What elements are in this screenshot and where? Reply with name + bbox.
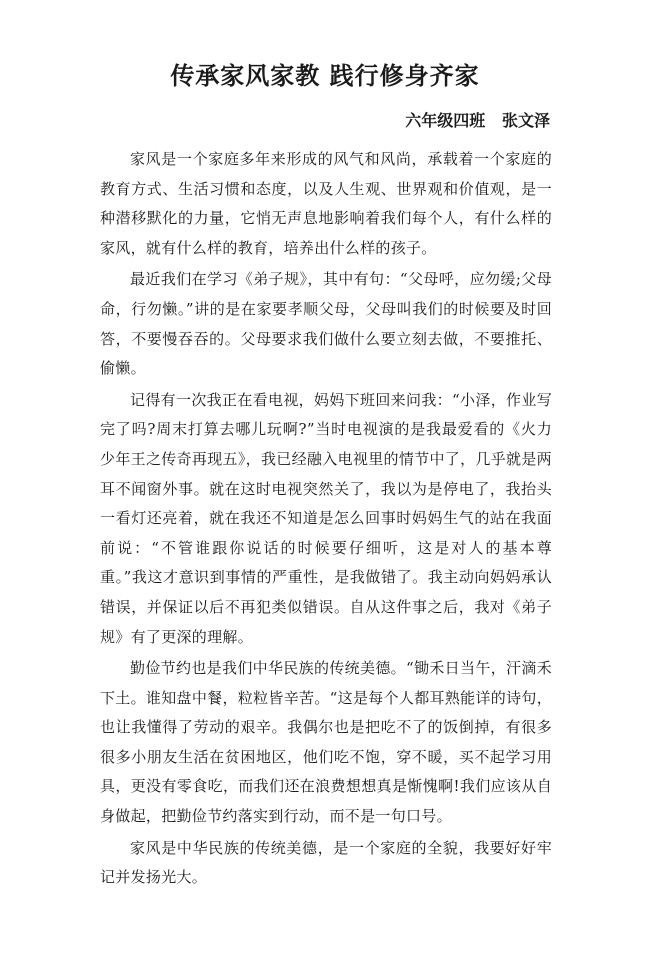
paragraph-2: 最近我们在学习《弟子规》，其中有句：“父母呼，应勿缓;父母命，行勿懒。”讲的是在家要孝顺父母，父母叫我们的时候要及时回答，不要慢吞吞的。父母要求我们做什么要立刻去做，不要推托、偷懒。 [100, 270, 552, 378]
paragraph-1: 家风是一个家庭多年来形成的风气和风尚，承载着一个家庭的教育方式、生活习惯和态度，以及人生观、世界观和价值观，是一种潜移默化的力量，它悄无声息地影响着我们每个人，有什么样的家风，就有什么样的教育，培养出什么样的孩子。 [100, 150, 552, 257]
paragraph-3: 记得有一次我正在看电视，妈妈下班回来问我：“小泽，作业写完了吗?周末打算去哪儿玩啊?”当时电视演的是我最爱看的《火力少年王之传奇再现五》，我已经融入电视里的情节中了，几乎就是两耳不闻窗外事。就在这时电视突然关了，我以为是停电了，我抬头一看灯还亮着，就在我还不知道是怎么回事时妈妈生气的站在我面前说：“不管谁跟你说话的时候要仔细听，这是对人的基本尊重。”我这才意识到事情的严重性，是我做错了。我主动向妈妈承认错误，并保证以后不再犯类似错误。自从这件事之后，我对《弟子规》有了更深的理解。 [100, 390, 552, 646]
article-body [100, 145, 552, 895]
author-byline: 六年级四班 张文泽 [405, 111, 550, 130]
paragraph-5: 家风是中华民族的传统美德，是一个家庭的全貌，我要好好牢记并发扬光大。 [100, 838, 552, 887]
document-title: 传承家风家教 践行修身齐家 [170, 61, 480, 90]
paragraph-4: 勤俭节约也是我们中华民族的传统美德。“锄禾日当午，汗滴禾下土。谁知盘中餐，粒粒皆辛苦。“这是每个人都耳熟能详的诗句，也让我懂得了劳动的艰辛。我偶尔也是把吃不了的饭倒掉，有很多很多小朋友生活在贫困地区，他们吃不饱，穿不暖，买不起学习用具，更没有零食吃，而我们还在浪费想想真是惭愧啊!我们应该从自身做起，把勤俭节约落实到行动，而不是一句口号。 [100, 659, 552, 826]
